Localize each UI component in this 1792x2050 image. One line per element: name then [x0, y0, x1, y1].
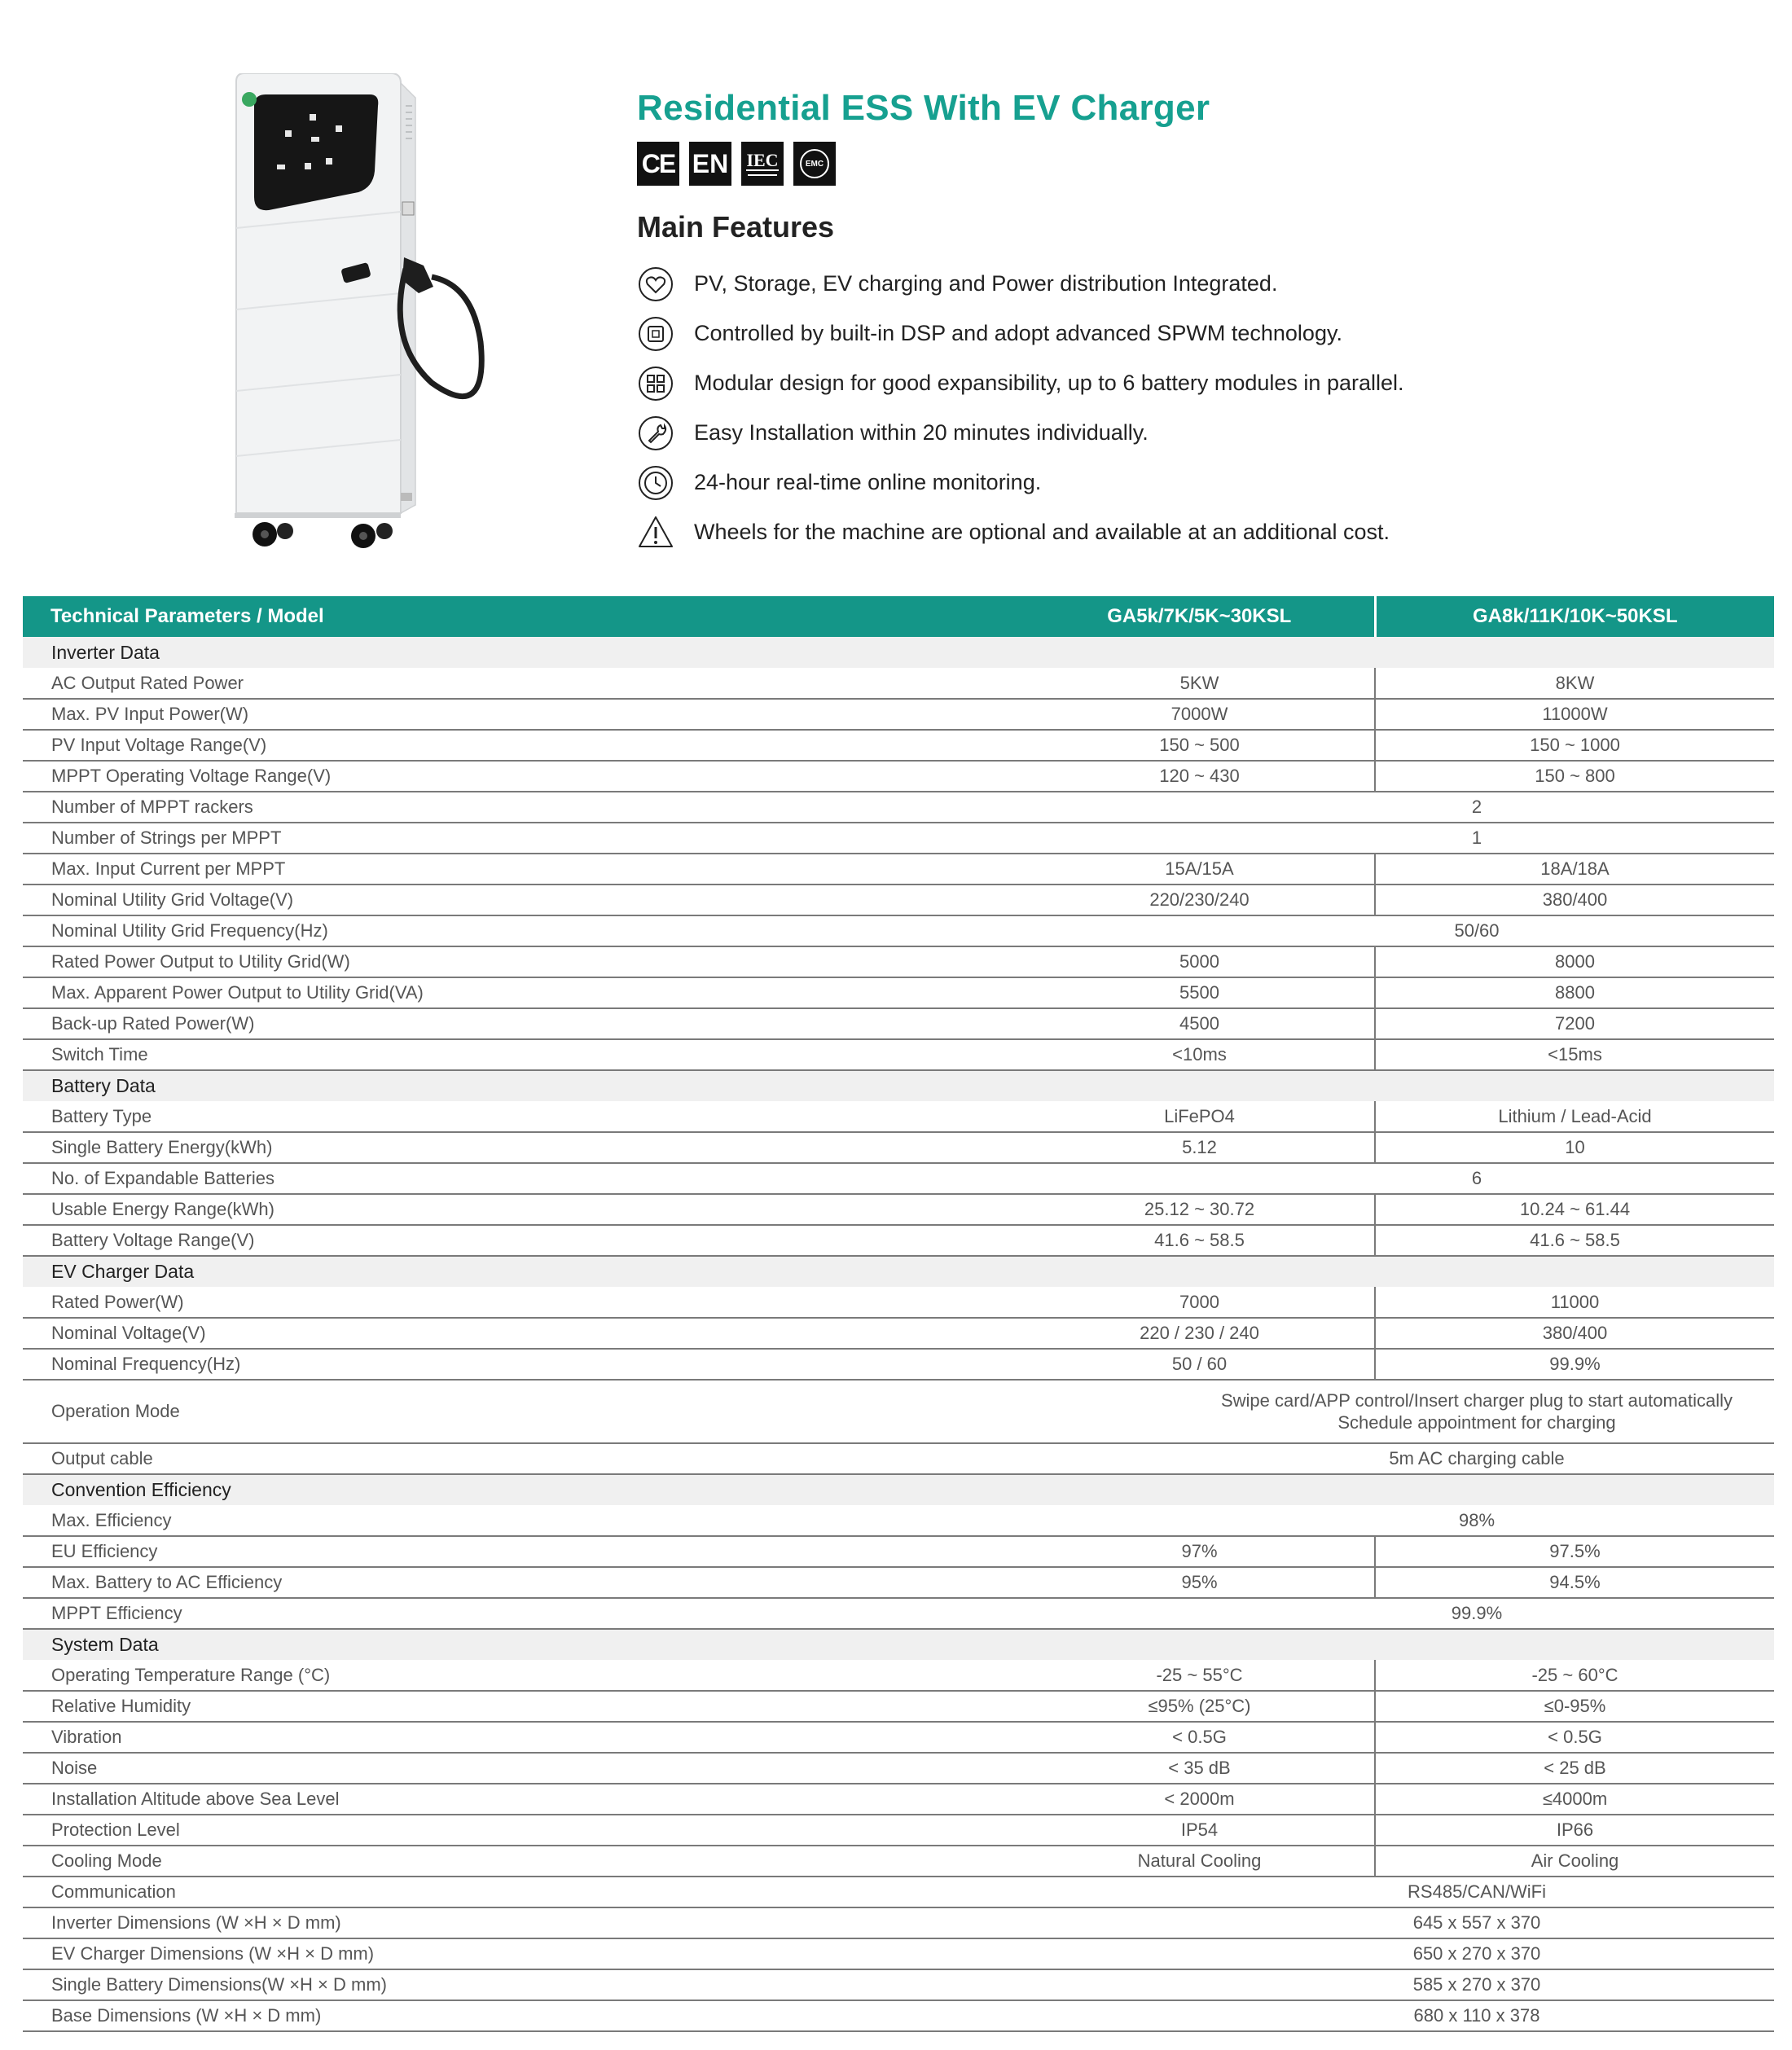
value-line-1: Swipe card/APP control/Insert charger plug to start automatically	[1220, 1390, 1733, 1411]
value-b: 97.5%	[1375, 1536, 1774, 1567]
table-row	[23, 730, 1774, 761]
warning-icon	[637, 514, 674, 551]
row-label: Nominal Utility Grid Frequency(Hz)	[23, 915, 870, 946]
table-row	[23, 854, 1774, 885]
value-a: 5.12	[870, 1132, 1375, 1163]
header-model-b: GA8k/11K/10K~50KSL	[1375, 596, 1774, 637]
table-row	[23, 1969, 1774, 2000]
table-row	[23, 885, 1774, 915]
row-label: EV Charger Dimensions (W ×H × D mm)	[23, 1938, 870, 1969]
table-row	[23, 668, 1774, 699]
table-row	[23, 1318, 1774, 1349]
value-a: <10ms	[870, 1039, 1375, 1070]
value-shared: 585 x 270 x 370	[870, 1969, 1774, 2000]
header-label: Technical Parameters / Model	[23, 596, 870, 637]
value-a: 15A/15A	[870, 854, 1375, 885]
table-row	[23, 1907, 1774, 1938]
value-b: 150 ~ 800	[1375, 761, 1774, 792]
value-b: 94.5%	[1375, 1567, 1774, 1598]
chip-icon	[637, 315, 674, 353]
value-b: 10	[1375, 1132, 1774, 1163]
value-b: 11000	[1375, 1287, 1774, 1318]
row-label: Single Battery Dimensions(W ×H × D mm)	[23, 1969, 870, 2000]
certification-badges	[637, 142, 1696, 186]
row-label: Relative Humidity	[23, 1691, 870, 1722]
value-b: 380/400	[1375, 1318, 1774, 1349]
value-b: < 0.5G	[1375, 1722, 1774, 1753]
modules-icon	[637, 365, 674, 402]
value-a: 150 ~ 500	[870, 730, 1375, 761]
product-image	[220, 73, 513, 570]
feature-item	[637, 507, 1696, 557]
value-b: 11000W	[1375, 699, 1774, 730]
row-label: Operation Mode	[23, 1380, 870, 1443]
value-b: 7200	[1375, 1008, 1774, 1039]
table-row	[23, 2000, 1774, 2031]
value-a: 95%	[870, 1567, 1375, 1598]
value-b: 18A/18A	[1375, 854, 1774, 885]
value-a: 120 ~ 430	[870, 761, 1375, 792]
ce-mark-icon	[637, 142, 679, 186]
table-row	[23, 1536, 1774, 1567]
row-label: Communication	[23, 1877, 870, 1907]
table-row	[23, 1691, 1774, 1722]
table-row	[23, 1443, 1774, 1474]
table-row	[23, 1039, 1774, 1070]
value-b: 8KW	[1375, 668, 1774, 699]
row-label: Back-up Rated Power(W)	[23, 1008, 870, 1039]
table-row	[23, 1815, 1774, 1846]
value-a: -25 ~ 55°C	[870, 1660, 1375, 1691]
features-title: Main Features	[637, 210, 835, 244]
table-row	[23, 915, 1774, 946]
table-row	[23, 1505, 1774, 1536]
row-label: AC Output Rated Power	[23, 668, 870, 699]
value-a: 97%	[870, 1536, 1375, 1567]
section-row	[23, 1256, 1774, 1287]
feature-list	[637, 259, 1696, 557]
feature-item	[637, 309, 1696, 358]
table-row	[23, 1753, 1774, 1784]
table-row	[23, 761, 1774, 792]
value-shared	[870, 1380, 1774, 1443]
row-label: Battery Voltage Range(V)	[23, 1225, 870, 1256]
header-model-a: GA5k/7K/5K~30KSL	[870, 596, 1375, 637]
value-b: 8000	[1375, 946, 1774, 977]
table-row	[23, 792, 1774, 823]
value-shared: 645 x 557 x 370	[870, 1907, 1774, 1938]
value-b: ≤0-95%	[1375, 1691, 1774, 1722]
row-label: Noise	[23, 1753, 870, 1784]
feature-item	[637, 408, 1696, 458]
value-b: 150 ~ 1000	[1375, 730, 1774, 761]
section-title: System Data	[23, 1629, 1774, 1660]
row-label: Operating Temperature Range (°C)	[23, 1660, 870, 1691]
row-label: Max. PV Input Power(W)	[23, 699, 870, 730]
table-row	[23, 1938, 1774, 1969]
value-a: ≤95% (25°C)	[870, 1691, 1375, 1722]
row-label: Rated Power Output to Utility Grid(W)	[23, 946, 870, 977]
table-row	[23, 977, 1774, 1008]
en-mark-icon	[689, 142, 731, 186]
table-row	[23, 1784, 1774, 1815]
emc-mark-icon	[793, 142, 836, 186]
value-b: <15ms	[1375, 1039, 1774, 1070]
iec-underline	[748, 171, 777, 176]
table-row	[23, 1101, 1774, 1132]
table-header-row	[23, 596, 1774, 637]
row-label: MPPT Efficiency	[23, 1598, 870, 1629]
row-label: Max. Input Current per MPPT	[23, 854, 870, 885]
row-label: Max. Battery to AC Efficiency	[23, 1567, 870, 1598]
clock-24h-icon	[637, 464, 674, 502]
value-a: 220/230/240	[870, 885, 1375, 915]
value-b: 380/400	[1375, 885, 1774, 915]
row-label: Rated Power(W)	[23, 1287, 870, 1318]
value-a: 5000	[870, 946, 1375, 977]
value-a: < 2000m	[870, 1784, 1375, 1815]
section-title: Inverter Data	[23, 637, 1774, 668]
value-shared: 680 x 110 x 378	[870, 2000, 1774, 2031]
value-b: Lithium / Lead-Acid	[1375, 1101, 1774, 1132]
section-title: Battery Data	[23, 1070, 1774, 1101]
row-label: Nominal Frequency(Hz)	[23, 1349, 870, 1380]
feature-text: Wheels for the machine are optional and available at an additional cost.	[694, 520, 1390, 544]
cert-iec-label: IEC	[746, 150, 779, 170]
row-label: Battery Type	[23, 1101, 870, 1132]
value-shared: 2	[870, 792, 1774, 823]
value-a: 5500	[870, 977, 1375, 1008]
row-label: Max. Apparent Power Output to Utility Grid(VA)	[23, 977, 870, 1008]
table-row	[23, 1877, 1774, 1907]
page-title: Residential ESS With EV Charger	[637, 88, 1210, 128]
row-label: Base Dimensions (W ×H × D mm)	[23, 2000, 870, 2031]
value-a: < 35 dB	[870, 1753, 1375, 1784]
value-a: LiFePO4	[870, 1101, 1375, 1132]
section-row	[23, 1474, 1774, 1505]
value-a: IP54	[870, 1815, 1375, 1846]
table-row	[23, 1660, 1774, 1691]
table-row	[23, 699, 1774, 730]
emc-circle	[800, 149, 829, 178]
table-row	[23, 1287, 1774, 1318]
value-a: 7000	[870, 1287, 1375, 1318]
value-shared: 6	[870, 1163, 1774, 1194]
section-title: EV Charger Data	[23, 1256, 1774, 1287]
iec-mark-icon	[741, 142, 784, 186]
table-row	[23, 1567, 1774, 1598]
value-b: 41.6 ~ 58.5	[1375, 1225, 1774, 1256]
section-row	[23, 1629, 1774, 1660]
row-label: Cooling Mode	[23, 1846, 870, 1877]
row-label: Vibration	[23, 1722, 870, 1753]
feature-item	[637, 458, 1696, 507]
wrench-icon	[637, 415, 674, 452]
value-b: -25 ~ 60°C	[1375, 1660, 1774, 1691]
feature-text: PV, Storage, EV charging and Power distribution Integrated.	[694, 271, 1278, 296]
feature-text: Modular design for good expansibility, up to 6 battery modules in parallel.	[694, 371, 1404, 395]
value-b: < 25 dB	[1375, 1753, 1774, 1784]
heart-shield-icon	[637, 266, 674, 303]
value-shared: 1	[870, 823, 1774, 854]
value-shared: RS485/CAN/WiFi	[870, 1877, 1774, 1907]
feature-item	[637, 259, 1696, 309]
table-row	[23, 1008, 1774, 1039]
row-label: MPPT Operating Voltage Range(V)	[23, 761, 870, 792]
feature-text: Easy Installation within 20 minutes individually.	[694, 420, 1149, 445]
value-b: 10.24 ~ 61.44	[1375, 1194, 1774, 1225]
value-a: Natural Cooling	[870, 1846, 1375, 1877]
value-shared: 650 x 270 x 370	[870, 1938, 1774, 1969]
row-label: Max. Efficiency	[23, 1505, 870, 1536]
row-label: Installation Altitude above Sea Level	[23, 1784, 870, 1815]
table-row	[23, 1163, 1774, 1194]
section-row	[23, 637, 1774, 668]
feature-item	[637, 358, 1696, 408]
table-row	[23, 1380, 1774, 1443]
value-shared: 50/60	[870, 915, 1774, 946]
table-row	[23, 823, 1774, 854]
section-row	[23, 1070, 1774, 1101]
value-a: 220 / 230 / 240	[870, 1318, 1375, 1349]
value-line-2: Schedule appointment for charging	[1337, 1412, 1616, 1433]
table-row	[23, 946, 1774, 977]
row-label: Number of Strings per MPPT	[23, 823, 870, 854]
row-label: Nominal Voltage(V)	[23, 1318, 870, 1349]
value-a: 4500	[870, 1008, 1375, 1039]
value-a: 50 / 60	[870, 1349, 1375, 1380]
value-a: 41.6 ~ 58.5	[870, 1225, 1375, 1256]
table-row	[23, 1194, 1774, 1225]
value-b: Air Cooling	[1375, 1846, 1774, 1877]
table-row	[23, 1598, 1774, 1629]
table-row	[23, 1846, 1774, 1877]
row-label: Single Battery Energy(kWh)	[23, 1132, 870, 1163]
row-label: Output cable	[23, 1443, 870, 1474]
value-a: 25.12 ~ 30.72	[870, 1194, 1375, 1225]
value-b: IP66	[1375, 1815, 1774, 1846]
row-label: Nominal Utility Grid Voltage(V)	[23, 885, 870, 915]
row-label: EU Efficiency	[23, 1536, 870, 1567]
value-a: 7000W	[870, 699, 1375, 730]
cert-ce-label: CE	[641, 148, 675, 178]
feature-text: 24-hour real-time online monitoring.	[694, 470, 1042, 494]
value-a: 5KW	[870, 668, 1375, 699]
row-label: Usable Energy Range(kWh)	[23, 1194, 870, 1225]
value-shared: 99.9%	[870, 1598, 1774, 1629]
row-label: Inverter Dimensions (W ×H × D mm)	[23, 1907, 870, 1938]
cert-en-label: EN	[692, 148, 729, 178]
value-b: 99.9%	[1375, 1349, 1774, 1380]
row-label: No. of Expandable Batteries	[23, 1163, 870, 1194]
table-row	[23, 1132, 1774, 1163]
table-row	[23, 1225, 1774, 1256]
header	[637, 88, 1696, 557]
row-label: Switch Time	[23, 1039, 870, 1070]
row-label: Protection Level	[23, 1815, 870, 1846]
value-b: 8800	[1375, 977, 1774, 1008]
value-shared: 98%	[870, 1505, 1774, 1536]
row-label: PV Input Voltage Range(V)	[23, 730, 870, 761]
value-b: ≤4000m	[1375, 1784, 1774, 1815]
spec-table	[23, 596, 1774, 2032]
feature-text: Controlled by built-in DSP and adopt advanced SPWM technology.	[694, 321, 1342, 345]
section-title: Convention Efficiency	[23, 1474, 1774, 1505]
value-shared: 5m AC charging cable	[870, 1443, 1774, 1474]
row-label: Number of MPPT rackers	[23, 792, 870, 823]
cert-emc-label: EMC	[805, 159, 824, 169]
table-row	[23, 1722, 1774, 1753]
table-row	[23, 1349, 1774, 1380]
value-a: < 0.5G	[870, 1722, 1375, 1753]
